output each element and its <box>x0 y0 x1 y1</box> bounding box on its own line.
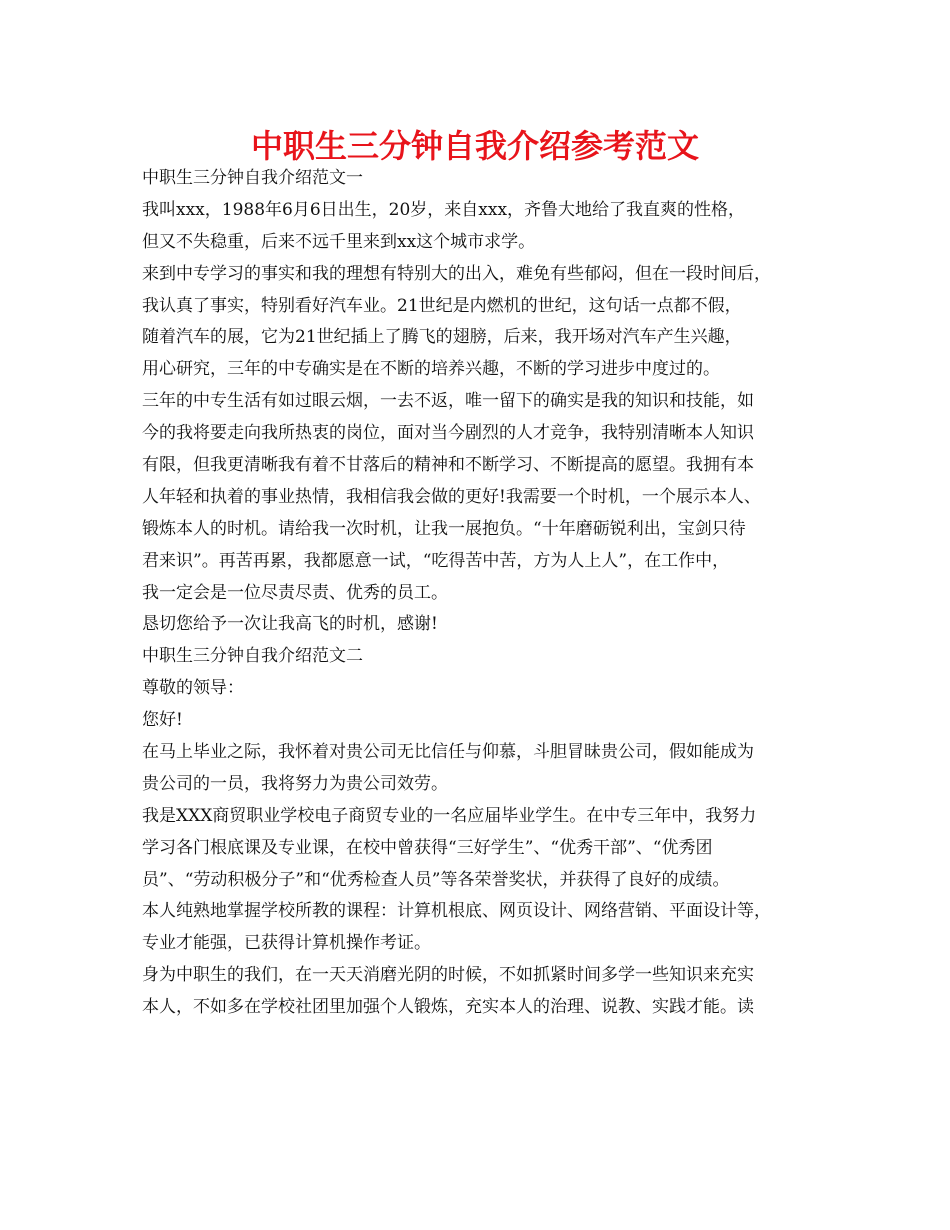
heading-sample-two: 中职生三分钟自我介绍范文二 <box>142 646 363 667</box>
text-line: 恳切您给予一次让我高飞的时机，感谢! <box>142 614 438 635</box>
text-line: 君来识”。再苦再累，我都愿意一试，“吃得苦中苦，方为人上人”，在工作中， <box>142 550 730 571</box>
text-line: 锻炼本人的时机。请给我一次时机，让我一展抱负。“十年磨砺锐利出，宝剑只待 <box>142 518 746 539</box>
text-line: 来到中专学习的事实和我的理想有特别大的出入，难免有些郁闷，但在一段时间后， <box>142 263 771 284</box>
text-line: 贵公司的一员，我将努力为贵公司效劳。 <box>142 773 448 794</box>
text-line: 员”、“劳动积极分子”和“优秀检查人员”等各荣誉奖状，并获得了良好的成绩。 <box>142 869 730 890</box>
text-line: 我叫xxx，1988年6月6日出生，20岁，来自xxx，齐鲁大地给了我直爽的性格， <box>142 199 746 220</box>
text-line: 随着汽车的展，它为21世纪插上了腾飞的翅膀，后来，我开场对汽车产生兴趣， <box>142 327 742 348</box>
text-line: 我认真了事实，特别看好汽车业。21世纪是内燃机的世纪，这句话一点都不假， <box>142 295 742 316</box>
text-line: 我一定会是一位尽责尽责、优秀的员工。 <box>142 582 448 603</box>
document-title: 中职生三分钟自我介绍参考范文 <box>250 127 699 165</box>
text-line: 学习各门根底课及专业课，在校中曾获得“三好学生”、“优秀干部”、“优秀团 <box>142 837 713 858</box>
text-line: 三年的中专生活有如过眼云烟，一去不返，唯一留下的确实是我的知识和技能，如 <box>142 391 754 412</box>
text-line: 在马上毕业之际，我怀着对贵公司无比信任与仰慕，斗胆冒昧贵公司，假如能成为 <box>142 742 754 763</box>
heading-sample-one: 中职生三分钟自我介绍范文一 <box>142 168 363 188</box>
text-line: 本人，不如多在学校社团里加强个人锻炼，充实本人的治理、说教、实践才能。读 <box>142 997 754 1018</box>
text-line: 用心研究，三年的中专确实是在不断的培养兴趣，不断的学习进步中度过的。 <box>142 359 720 380</box>
salutation: 尊敬的领导： <box>142 678 244 699</box>
text-line: 有限，但我更清晰我有着不甘落后的精神和不断学习、不断提高的愿望。我拥有本 <box>142 455 754 476</box>
text-line: 我是XXX商贸职业学校电子商贸专业的一名应届毕业学生。在中专三年中，我努力 <box>142 805 757 826</box>
text-line: 身为中职生的我们，在一天天消磨光阴的时候，不如抓紧时间多学一些知识来充实 <box>142 965 754 986</box>
greeting: 您好! <box>142 710 183 731</box>
text-line: 但又不失稳重，后来不远千里来到xx这个城市求学。 <box>142 231 536 252</box>
text-line: 人年轻和执着的事业热情，我相信我会做的更好!我需要一个时机，一个展示本人、 <box>142 486 761 507</box>
text-line: 本人纯熟地掌握学校所教的课程：计算机根底、网页设计、网络营销、平面设计等， <box>142 901 771 922</box>
text-line: 今的我将要走向我所热衷的岗位，面对当今剧烈的人才竞争，我特别清晰本人知识 <box>142 423 754 444</box>
text-line: 专业才能强，已获得计算机操作考证。 <box>142 933 431 954</box>
document-body <box>142 163 822 1024</box>
